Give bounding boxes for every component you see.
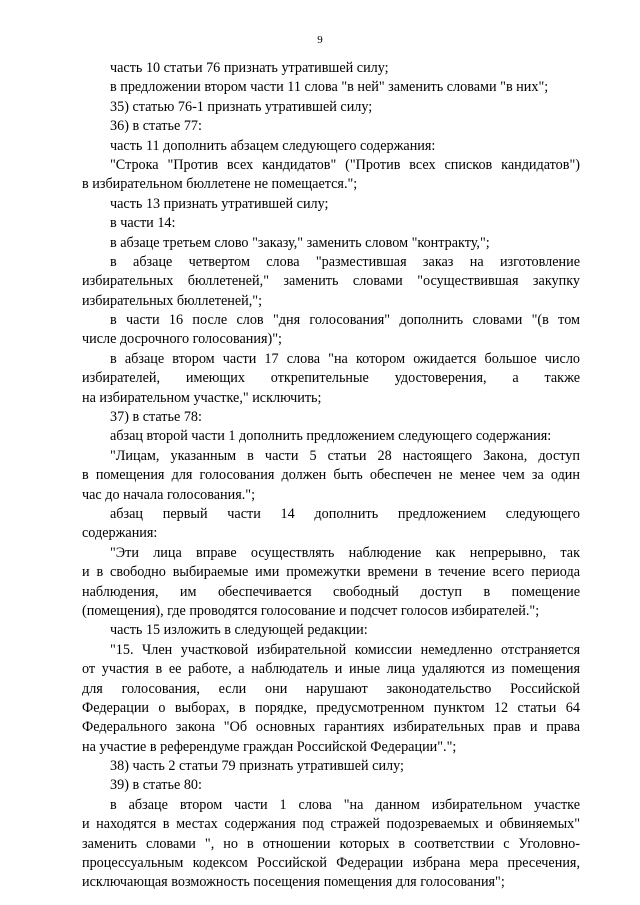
- text-line: часть 13 признать утратившей силу;: [110, 195, 329, 212]
- page-number: 9: [317, 34, 323, 46]
- text-line: в части 14:: [110, 215, 176, 232]
- text-line: в абзаце втором части 1 слова "на данном избирательном участке: [110, 796, 580, 813]
- text-line: Федерации о выборах, в порядке, предусмотренном пунктом 12 статьи 64: [82, 699, 580, 716]
- text-line: абзац второй части 1 дополнить предложением следующего содержания:: [110, 428, 552, 445]
- text-line: в части 16 после слов "дня голосования" дополнить словами "(в том: [110, 312, 580, 329]
- text-line: заменить словами ", но в отношении которых в соответствии с Уголовно-: [82, 835, 580, 852]
- text-line: содержания:: [82, 525, 158, 542]
- text-line: 37) в статье 78:: [110, 409, 202, 426]
- text-line: избирательных бюллетеней," заменить словами "осуществившая закупку: [82, 273, 580, 290]
- text-line: часть 11 дополнить абзацем следующего содержания:: [110, 137, 436, 154]
- text-line: в абзаце третьем слово "заказу," заменить словом "контракту,";: [110, 234, 490, 251]
- text-line: в предложении втором части 11 слова "в ней" заменить словами "в них";: [110, 79, 549, 96]
- text-line: час до начала голосования.";: [82, 486, 256, 503]
- text-line: от участия в ее работе, а наблюдатель и иные лица удаляются из помещения: [82, 661, 580, 678]
- text-line: исключающая возможность посещения помещения для голосования";: [82, 874, 505, 891]
- text-line: часть 15 изложить в следующей редакции:: [110, 622, 368, 639]
- text-line: в абзаце четвертом слова "разместившая заказ на изготовление: [110, 253, 580, 270]
- text-line: "Строка "Против всех кандидатов" ("Против всех списков кандидатов"): [110, 156, 580, 173]
- text-line: наблюдения, им обеспечивается свободный доступ в помещение: [82, 583, 580, 600]
- text-line: и находятся в местах содержания под стражей подозреваемых и обвиняемых": [82, 816, 580, 833]
- text-line: "Эти лица вправе осуществлять наблюдение как непрерывно, так: [110, 544, 580, 561]
- text-line: 36) в статье 77:: [110, 118, 202, 135]
- text-line: 35) статью 76-1 признать утратившей силу;: [110, 98, 373, 115]
- text-line: в помещения для голосования должен быть обеспечен не менее чем за один: [82, 467, 580, 484]
- text-line: (помещения), где проводятся голосование и подсчет голосов избирателей.";: [82, 602, 540, 619]
- text-line: на участие в референдуме граждан Российской Федерации".";: [82, 738, 457, 755]
- text-line: "15. Член участковой избирательной комиссии немедленно отстраняется: [110, 641, 580, 658]
- text-line: и в свободно выбираемые ими промежутки времени в течение всего периода: [82, 564, 580, 581]
- text-line: "Лицам, указанным в части 5 статьи 28 настоящего Закона, доступ: [110, 447, 580, 464]
- text-line: числе досрочного голосования)";: [82, 331, 282, 348]
- text-line: процессуальным кодексом Российской Федерации избрана мера пресечения,: [82, 855, 580, 872]
- text-line: абзац первый части 14 дополнить предложением следующего: [110, 505, 580, 522]
- text-line: Федерального закона "Об основных гарантиях избирательных прав и права: [82, 719, 580, 736]
- document-body: [82, 59, 580, 893]
- text-line: 38) часть 2 статьи 79 признать утратившей силу;: [110, 758, 404, 775]
- text-line: на избирательном участке," исключить;: [82, 389, 322, 406]
- text-line: избирательных бюллетеней,";: [82, 292, 263, 309]
- text-line: часть 10 статьи 76 признать утратившей силу;: [110, 60, 389, 76]
- text-line: для голосования, если они нарушают законодательство Российской: [82, 680, 580, 697]
- text-line: 39) в статье 80:: [110, 777, 202, 794]
- text-line: в избирательном бюллетене не помещается.";: [82, 176, 358, 193]
- text-line: в абзаце втором части 17 слова "на котором ожидается большое число: [110, 350, 580, 367]
- text-line: избирателей, имеющих открепительные удостоверения, а также: [82, 370, 580, 387]
